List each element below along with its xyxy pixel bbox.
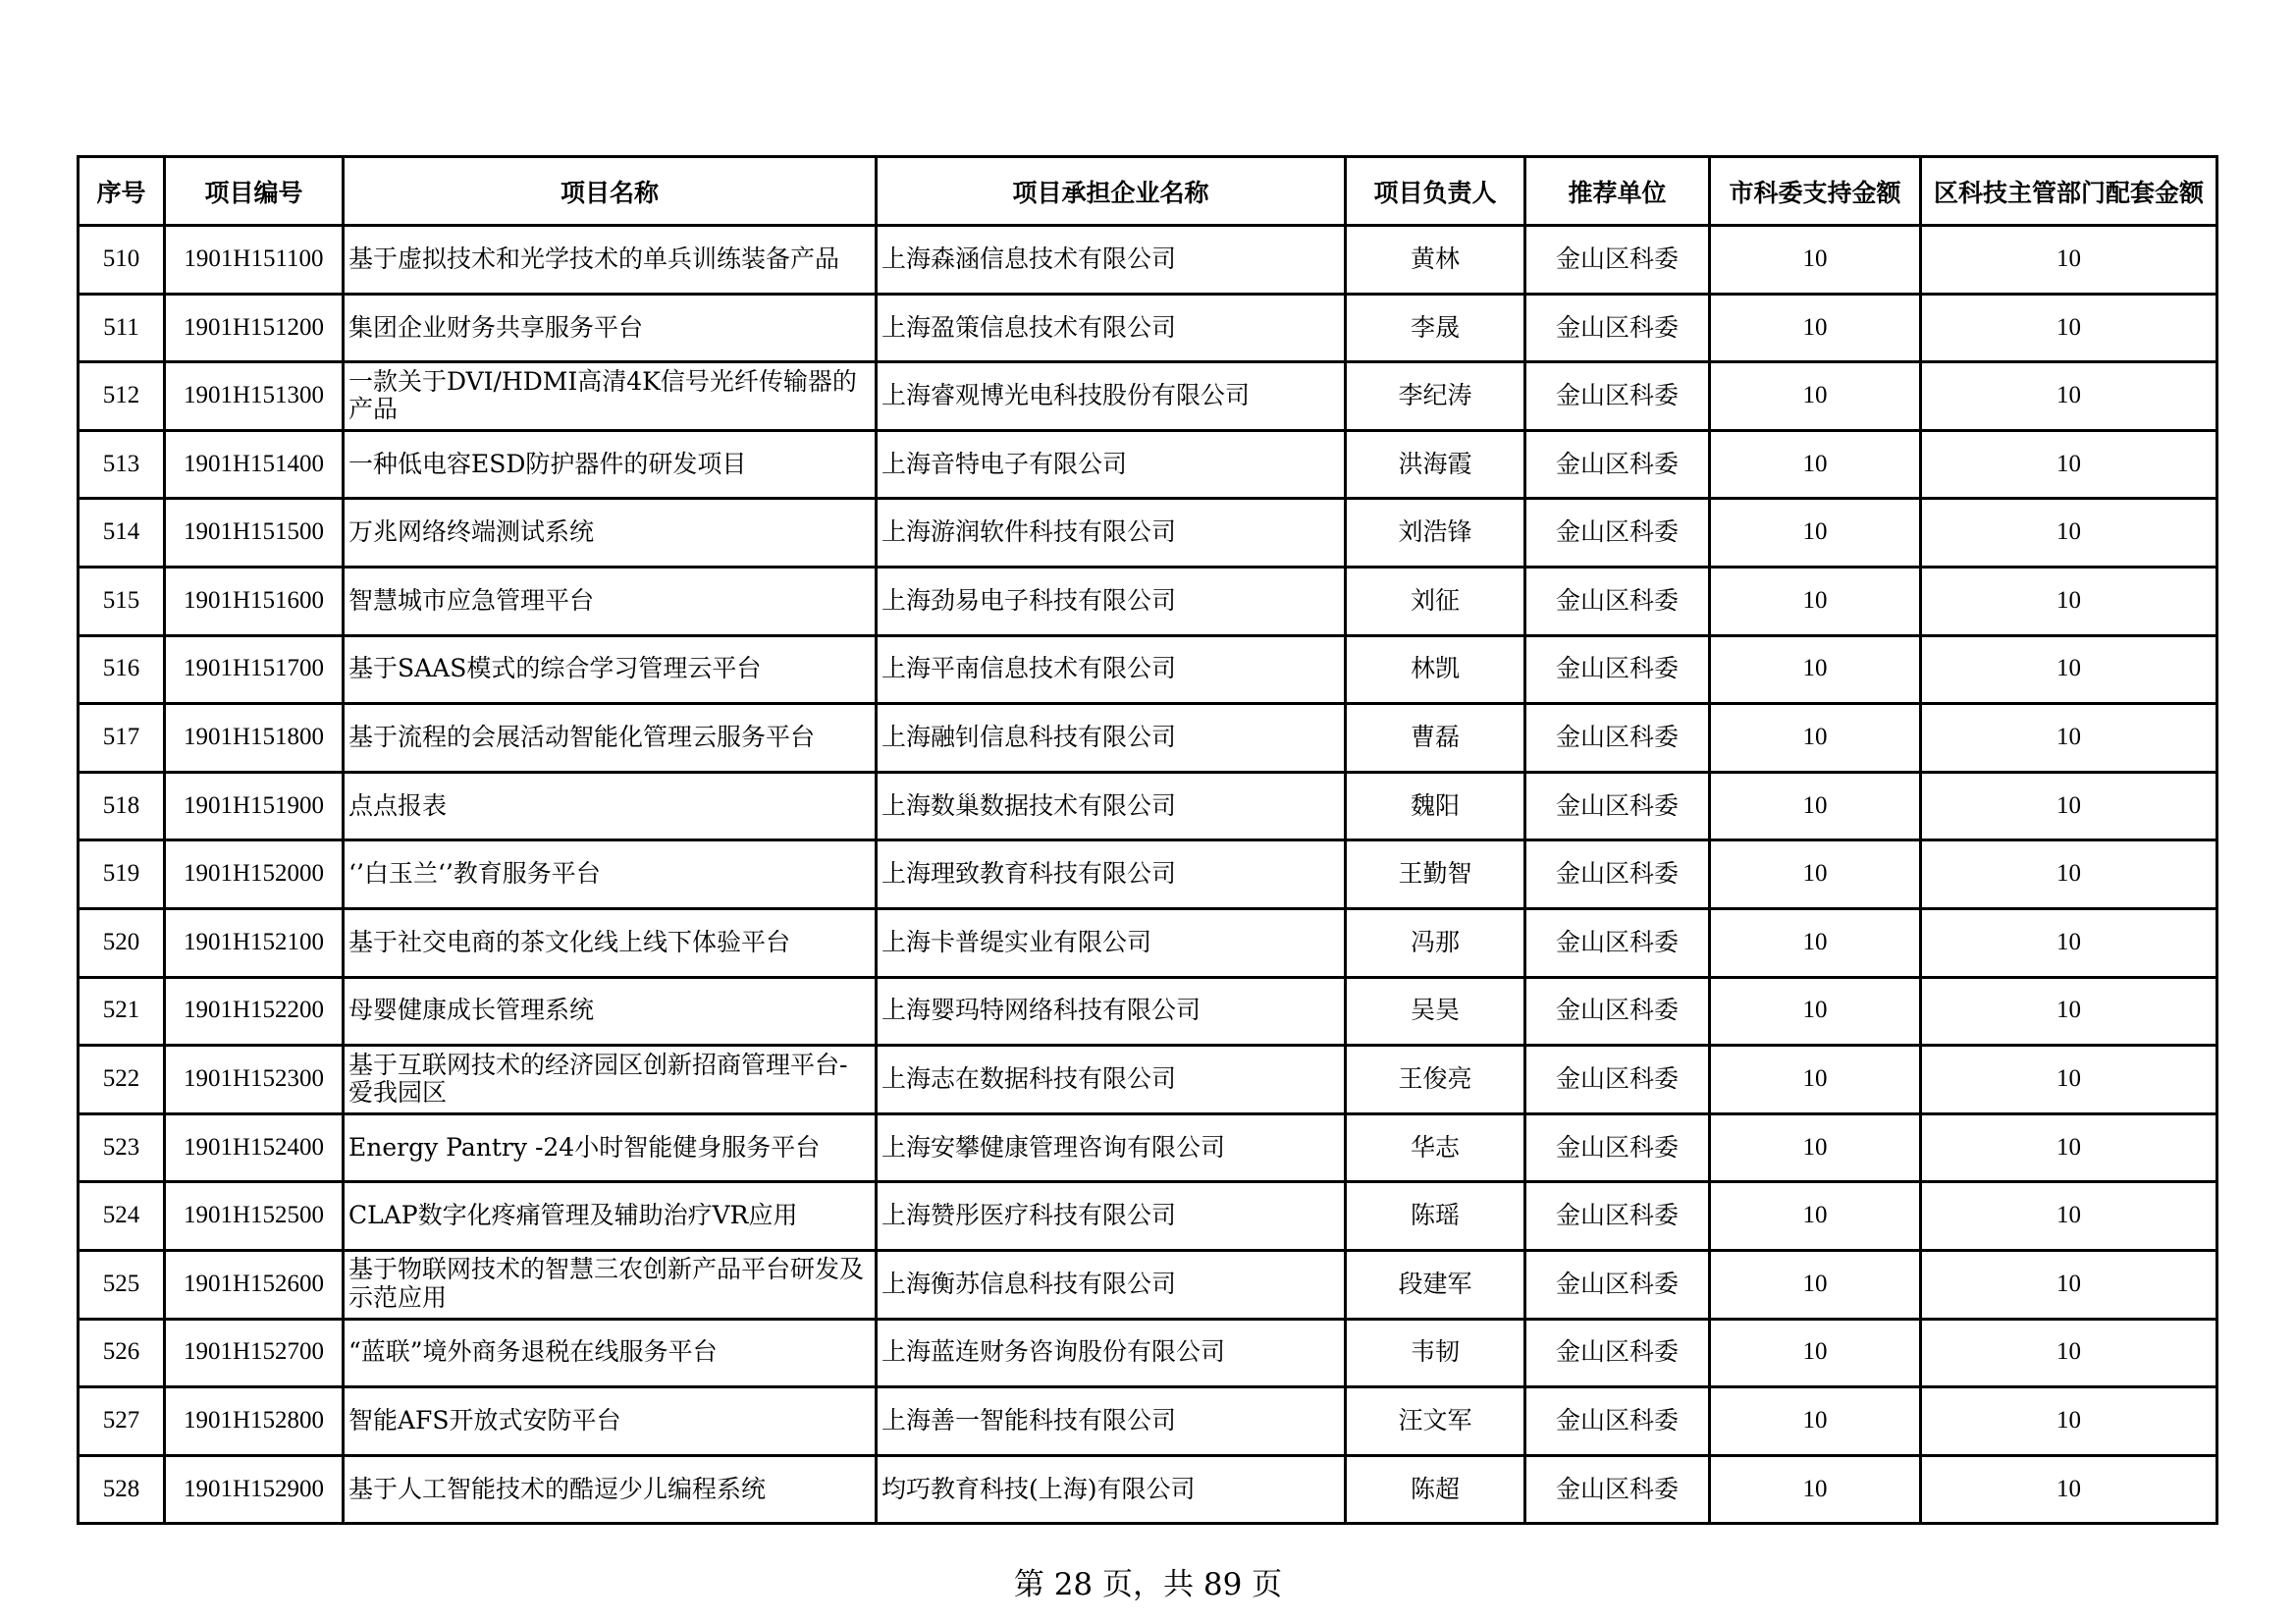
row-index: 524 [79, 1182, 165, 1251]
company-name: 上海森涵信息技术有限公司 [877, 226, 1346, 295]
company-name: 上海音特电子有限公司 [877, 430, 1346, 499]
project-table [77, 155, 2218, 1525]
district-matching-amount: 10 [1921, 226, 2217, 295]
city-support-amount: 10 [1710, 430, 1921, 499]
header-district-matching-amount: 区科技主管部门配套金额 [1921, 157, 2217, 226]
row-index: 513 [79, 430, 165, 499]
project-code: 1901H152000 [165, 840, 344, 909]
recommending-unit: 金山区科委 [1525, 1113, 1710, 1182]
row-index: 519 [79, 840, 165, 909]
table-row [79, 840, 2217, 909]
header-index: 序号 [79, 157, 165, 226]
company-name: 上海融钊信息科技有限公司 [877, 704, 1346, 773]
table-row [79, 567, 2217, 635]
city-support-amount: 10 [1710, 1182, 1921, 1251]
project-name: 基于物联网技术的智慧三农创新产品平台研发及示范应用 [344, 1250, 877, 1319]
row-index: 528 [79, 1455, 165, 1524]
recommending-unit: 金山区科委 [1525, 430, 1710, 499]
recommending-unit: 金山区科委 [1525, 362, 1710, 431]
project-leader: 李纪涛 [1346, 362, 1525, 431]
table-row [79, 1182, 2217, 1251]
district-matching-amount: 10 [1921, 1319, 2217, 1387]
project-code: 1901H152700 [165, 1319, 344, 1387]
district-matching-amount: 10 [1921, 908, 2217, 977]
project-name: 基于流程的会展活动智能化管理云服务平台 [344, 704, 877, 773]
city-support-amount: 10 [1710, 1113, 1921, 1182]
recommending-unit: 金山区科委 [1525, 908, 1710, 977]
table-header-row [79, 157, 2217, 226]
row-index: 517 [79, 704, 165, 773]
recommending-unit: 金山区科委 [1525, 226, 1710, 295]
project-leader: 洪海霞 [1346, 430, 1525, 499]
project-code: 1901H151200 [165, 294, 344, 362]
city-support-amount: 10 [1710, 294, 1921, 362]
row-index: 518 [79, 772, 165, 840]
company-name: 上海游润软件科技有限公司 [877, 499, 1346, 568]
table-row [79, 704, 2217, 773]
project-name: 点点报表 [344, 772, 877, 840]
district-matching-amount: 10 [1921, 362, 2217, 431]
company-name: 上海盈策信息技术有限公司 [877, 294, 1346, 362]
recommending-unit: 金山区科委 [1525, 1319, 1710, 1387]
project-leader: 曹磊 [1346, 704, 1525, 773]
city-support-amount: 10 [1710, 840, 1921, 909]
row-index: 511 [79, 294, 165, 362]
company-name: 上海善一智能科技有限公司 [877, 1387, 1346, 1456]
project-code: 1901H152400 [165, 1113, 344, 1182]
row-index: 521 [79, 977, 165, 1046]
table-row [79, 1250, 2217, 1319]
project-code: 1901H151700 [165, 635, 344, 704]
district-matching-amount: 10 [1921, 1182, 2217, 1251]
project-leader: 陈超 [1346, 1455, 1525, 1524]
row-index: 514 [79, 499, 165, 568]
district-matching-amount: 10 [1921, 1387, 2217, 1456]
company-name: 上海安攀健康管理咨询有限公司 [877, 1113, 1346, 1182]
recommending-unit: 金山区科委 [1525, 840, 1710, 909]
city-support-amount: 10 [1710, 362, 1921, 431]
company-name: 上海理致教育科技有限公司 [877, 840, 1346, 909]
table-row [79, 362, 2217, 431]
project-code: 1901H152300 [165, 1046, 344, 1114]
project-leader: 冯那 [1346, 908, 1525, 977]
district-matching-amount: 10 [1921, 840, 2217, 909]
city-support-amount: 10 [1710, 635, 1921, 704]
row-index: 526 [79, 1319, 165, 1387]
company-name: 上海志在数据科技有限公司 [877, 1046, 1346, 1114]
row-index: 525 [79, 1250, 165, 1319]
project-leader: 华志 [1346, 1113, 1525, 1182]
header-project-code: 项目编号 [165, 157, 344, 226]
recommending-unit: 金山区科委 [1525, 1250, 1710, 1319]
header-project-leader: 项目负责人 [1346, 157, 1525, 226]
company-name: 上海赞彤医疗科技有限公司 [877, 1182, 1346, 1251]
project-code: 1901H152100 [165, 908, 344, 977]
table-row [79, 977, 2217, 1046]
project-code: 1901H151300 [165, 362, 344, 431]
recommending-unit: 金山区科委 [1525, 1455, 1710, 1524]
project-leader: 刘征 [1346, 567, 1525, 635]
recommending-unit: 金山区科委 [1525, 567, 1710, 635]
project-name: 一款关于DVI/HDMI高清4K信号光纤传输器的产品 [344, 362, 877, 431]
row-index: 527 [79, 1387, 165, 1456]
district-matching-amount: 10 [1921, 704, 2217, 773]
row-index: 522 [79, 1046, 165, 1114]
district-matching-amount: 10 [1921, 294, 2217, 362]
district-matching-amount: 10 [1921, 1046, 2217, 1114]
row-index: 510 [79, 226, 165, 295]
header-recommending-unit: 推荐单位 [1525, 157, 1710, 226]
district-matching-amount: 10 [1921, 1113, 2217, 1182]
district-matching-amount: 10 [1921, 499, 2217, 568]
company-name: 上海劲易电子科技有限公司 [877, 567, 1346, 635]
project-code: 1901H151600 [165, 567, 344, 635]
project-code: 1901H152800 [165, 1387, 344, 1456]
recommending-unit: 金山区科委 [1525, 499, 1710, 568]
company-name: 上海蓝连财务咨询股份有限公司 [877, 1319, 1346, 1387]
project-name: ‘’白玉兰‘’教育服务平台 [344, 840, 877, 909]
project-name: 基于人工智能技术的酷逗少儿编程系统 [344, 1455, 877, 1524]
recommending-unit: 金山区科委 [1525, 1046, 1710, 1114]
table-row [79, 772, 2217, 840]
project-leader: 林凯 [1346, 635, 1525, 704]
project-leader: 魏阳 [1346, 772, 1525, 840]
table-row [79, 1319, 2217, 1387]
district-matching-amount: 10 [1921, 977, 2217, 1046]
company-name: 上海衡苏信息科技有限公司 [877, 1250, 1346, 1319]
company-name: 上海平南信息技术有限公司 [877, 635, 1346, 704]
recommending-unit: 金山区科委 [1525, 294, 1710, 362]
header-company-name: 项目承担企业名称 [877, 157, 1346, 226]
row-index: 520 [79, 908, 165, 977]
city-support-amount: 10 [1710, 1455, 1921, 1524]
page-number: 第 28 页，共 89 页 [1013, 1567, 1283, 1602]
project-leader: 王俊亮 [1346, 1046, 1525, 1114]
row-index: 523 [79, 1113, 165, 1182]
recommending-unit: 金山区科委 [1525, 635, 1710, 704]
project-name: CLAP数字化疼痛管理及辅助治疗VR应用 [344, 1182, 877, 1251]
project-name: 基于虚拟技术和光学技术的单兵训练装备产品 [344, 226, 877, 295]
table-row [79, 1113, 2217, 1182]
recommending-unit: 金山区科委 [1525, 1182, 1710, 1251]
district-matching-amount: 10 [1921, 567, 2217, 635]
company-name: 均巧教育科技(上海)有限公司 [877, 1455, 1346, 1524]
project-name: 万兆网络终端测试系统 [344, 499, 877, 568]
project-name: Energy Pantry -24小时智能健身服务平台 [344, 1113, 877, 1182]
table-row [79, 1046, 2217, 1114]
project-code: 1901H151900 [165, 772, 344, 840]
project-name: 基于互联网技术的经济园区创新招商管理平台-爱我园区 [344, 1046, 877, 1114]
project-leader: 吴昊 [1346, 977, 1525, 1046]
project-leader: 陈瑶 [1346, 1182, 1525, 1251]
header-project-name: 项目名称 [344, 157, 877, 226]
city-support-amount: 10 [1710, 1046, 1921, 1114]
project-name: 基于社交电商的茶文化线上线下体验平台 [344, 908, 877, 977]
project-code: 1901H151500 [165, 499, 344, 568]
district-matching-amount: 10 [1921, 430, 2217, 499]
row-index: 515 [79, 567, 165, 635]
city-support-amount: 10 [1710, 977, 1921, 1046]
table-row [79, 1455, 2217, 1524]
district-matching-amount: 10 [1921, 1455, 2217, 1524]
table-row [79, 499, 2217, 568]
recommending-unit: 金山区科委 [1525, 772, 1710, 840]
project-code: 1901H151800 [165, 704, 344, 773]
city-support-amount: 10 [1710, 1250, 1921, 1319]
city-support-amount: 10 [1710, 1387, 1921, 1456]
project-leader: 汪文军 [1346, 1387, 1525, 1456]
project-leader: 段建军 [1346, 1250, 1525, 1319]
project-leader: 王勤智 [1346, 840, 1525, 909]
company-name: 上海数巢数据技术有限公司 [877, 772, 1346, 840]
district-matching-amount: 10 [1921, 772, 2217, 840]
company-name: 上海婴玛特网络科技有限公司 [877, 977, 1346, 1046]
project-code: 1901H152600 [165, 1250, 344, 1319]
company-name: 上海睿观博光电科技股份有限公司 [877, 362, 1346, 431]
row-index: 512 [79, 362, 165, 431]
project-leader: 李晟 [1346, 294, 1525, 362]
recommending-unit: 金山区科委 [1525, 1387, 1710, 1456]
table-row [79, 294, 2217, 362]
city-support-amount: 10 [1710, 908, 1921, 977]
project-leader: 刘浩锋 [1346, 499, 1525, 568]
city-support-amount: 10 [1710, 567, 1921, 635]
project-leader: 黄林 [1346, 226, 1525, 295]
project-name: 集团企业财务共享服务平台 [344, 294, 877, 362]
project-name: 智慧城市应急管理平台 [344, 567, 877, 635]
project-name: “蓝联”境外商务退税在线服务平台 [344, 1319, 877, 1387]
table-row [79, 1387, 2217, 1456]
project-code: 1901H151400 [165, 430, 344, 499]
project-code: 1901H152200 [165, 977, 344, 1046]
table-row [79, 430, 2217, 499]
city-support-amount: 10 [1710, 772, 1921, 840]
table-row [79, 635, 2217, 704]
district-matching-amount: 10 [1921, 1250, 2217, 1319]
project-code: 1901H152500 [165, 1182, 344, 1251]
project-leader: 韦韧 [1346, 1319, 1525, 1387]
table-row [79, 226, 2217, 295]
row-index: 516 [79, 635, 165, 704]
project-name: 智能AFS开放式安防平台 [344, 1387, 877, 1456]
project-name: 母婴健康成长管理系统 [344, 977, 877, 1046]
table-body [79, 226, 2217, 1524]
header-city-support-amount: 市科委支持金额 [1710, 157, 1921, 226]
recommending-unit: 金山区科委 [1525, 704, 1710, 773]
city-support-amount: 10 [1710, 704, 1921, 773]
project-code: 1901H151100 [165, 226, 344, 295]
recommending-unit: 金山区科委 [1525, 977, 1710, 1046]
project-name: 一种低电容ESD防护器件的研发项目 [344, 430, 877, 499]
project-name: 基于SAAS模式的综合学习管理云平台 [344, 635, 877, 704]
table-row [79, 908, 2217, 977]
city-support-amount: 10 [1710, 1319, 1921, 1387]
project-code: 1901H152900 [165, 1455, 344, 1524]
company-name: 上海卡普缇实业有限公司 [877, 908, 1346, 977]
city-support-amount: 10 [1710, 499, 1921, 568]
district-matching-amount: 10 [1921, 635, 2217, 704]
city-support-amount: 10 [1710, 226, 1921, 295]
